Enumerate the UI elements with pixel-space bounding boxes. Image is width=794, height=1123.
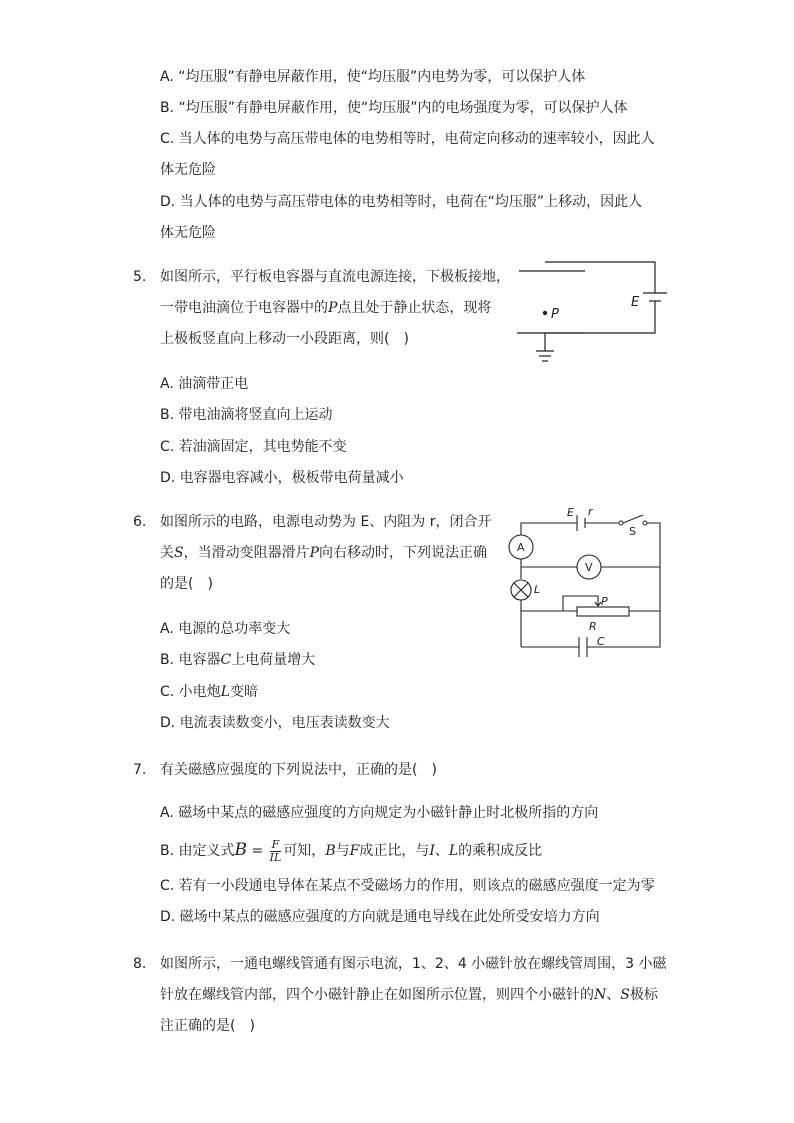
q5-number: 5. [133, 269, 147, 285]
q6-number: 6. [133, 514, 147, 530]
q6-stem-line3: 的是( ) [160, 576, 213, 592]
q6-figure-label-c: C [597, 635, 605, 648]
q6-circuit-figure [505, 503, 670, 668]
q6-figure-label-e: E [567, 506, 574, 519]
q4-option-a: A. “均压服”有静电屏蔽作用，使“均压服”内电势为零，可以保护人体 [160, 69, 586, 85]
q7-option-a: A. 磁场中某点的磁感应强度的方向规定为小磁针静止时北极所指的方向 [160, 805, 599, 821]
q7-option-c: C. 若有一小段通电导体在某点不受磁场力的作用，则该点的磁感应强度一定为零 [160, 878, 655, 894]
q4-option-d-cont: 体无危险 [160, 225, 216, 241]
q6-figure-label-l: L [534, 583, 541, 596]
q6-stem-line2: 关S，当滑动变阻器滑片P向右移动时，下列说法正确 [160, 545, 488, 561]
q5-capacitor-circuit-figure [505, 255, 675, 370]
q6-figure-voltmeter-label: V [585, 561, 593, 574]
q7-stem: 有关磁感应强度的下列说法中，正确的是( ) [160, 762, 437, 778]
q8-stem-line2: 针放在螺线管内部，四个小磁针静止在如图所示位置，则四个小磁针的N、S极标 [160, 987, 658, 1003]
q5-stem-line1: 如图所示，平行板电容器与直流电源连接，下极板接地， [160, 269, 510, 285]
q7-option-b: B. 由定义式B = $\frac{F}{IL}$ 可知，B与F成正比，与I、L的乘积成反比 [160, 837, 543, 864]
q5-figure-label-e: E [631, 295, 640, 310]
q5-stem-line2: 一带电油滴位于电容器中的P点且处于静止状态，现将 [160, 300, 492, 316]
q6-option-a: A. 电源的总功率变大 [160, 621, 291, 637]
q5-figure-label-p: P [551, 307, 559, 322]
q6-option-c: C. 小电炮L变暗 [160, 684, 258, 700]
q8-number: 8. [133, 956, 147, 972]
q6-option-d: D. 电流表读数变小，电压表读数变大 [160, 715, 390, 731]
q6-figure-label-r-rheostat: R [589, 620, 597, 633]
q6-figure-label-p: P [601, 595, 608, 608]
q6-figure-label-s: S [629, 525, 636, 538]
q8-stem-line1: 如图所示，一通电螺线管通有图示电流，1、2、4 小磁针放在螺线管周围，3 小磁 [160, 956, 667, 972]
q6-figure-label-r: r [588, 505, 593, 518]
q7-number: 7. [133, 762, 147, 778]
q5-stem-line3: 上极板竖直向上移动一小段距离，则( ) [160, 331, 409, 347]
q4-option-c: C. 当人体的电势与高压带电体的电势相等时，电荷定向移动的速率较小，因此人 [160, 131, 655, 147]
q5-option-d: D. 电容器电容减小，极板带电荷量减小 [160, 470, 404, 486]
q4-option-b: B. “均压服”有静电屏蔽作用，使“均压服”内的电场强度为零，可以保护人体 [160, 100, 628, 116]
q4-option-d: D. 当人体的电势与高压带电体的电势相等时，电荷在“均压服”上移动，因此人 [160, 194, 643, 210]
q7-fraction: $\frac{F}{IL}$ [269, 837, 282, 864]
q7-option-d: D. 磁场中某点的磁感应强度的方向就是通电导线在此处所受安培力方向 [160, 909, 600, 925]
q4-option-c-cont: 体无危险 [160, 162, 216, 178]
q5-option-c: C. 若油滴固定，其电势能不变 [160, 439, 347, 455]
q6-option-b: B. 电容器C上电荷量增大 [160, 652, 316, 668]
q5-option-b: B. 带电油滴将竖直向上运动 [160, 407, 333, 423]
q8-stem-line3: 注正确的是( ) [160, 1018, 255, 1034]
q5-option-a: A. 油滴带正电 [160, 376, 249, 392]
q6-stem-line1: 如图所示的电路，电源电动势为 E、内阻为 r，闭合开 [160, 514, 492, 530]
q6-figure-ammeter-label: A [517, 541, 525, 554]
